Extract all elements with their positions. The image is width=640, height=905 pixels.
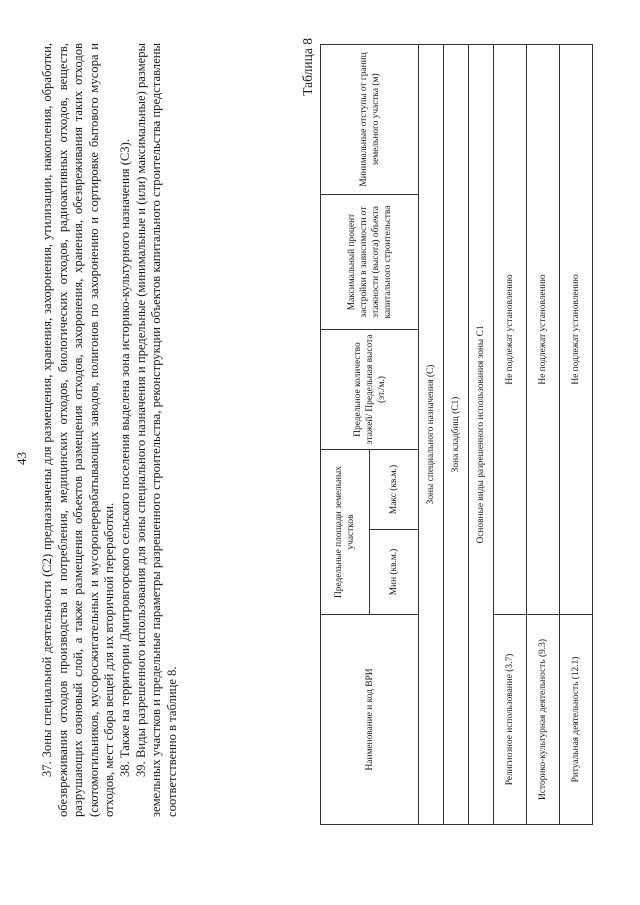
table-row <box>527 45 560 825</box>
header-name: Наименование и код ВРИ <box>321 615 419 825</box>
table-header-row <box>321 45 370 825</box>
table-caption: Таблица 8 <box>300 38 315 96</box>
header-area-group: Предельные площади земельных участков <box>321 450 370 615</box>
header-indent: Минимальные отступы от границ земельного участка (м) <box>321 45 419 195</box>
paragraph-39: 39. Виды разрешенного использования для зоны специального назначения и предельные (минимальные и (или) максимальные) размеры земельных участков и предельные параметры разрешенного строительства, реконструкции объектов капитального строительства представлены соответственно в таблице 8. <box>133 43 179 817</box>
header-floors: Предельное количество этажей/ Предельная высота (эт./м.) <box>321 330 419 450</box>
body-text <box>40 43 180 817</box>
row-value: Не подлежат установлению <box>494 45 527 615</box>
row-name: Религиозное использование (3.7) <box>494 615 527 825</box>
section-subzone-row <box>444 45 469 825</box>
section-zone: Зоны специального назначения (С) <box>419 45 444 825</box>
table-row <box>560 45 593 825</box>
row-name: Историко-культурная деятельность (9.3) <box>527 615 560 825</box>
row-value: Не подлежат установлению <box>527 45 560 615</box>
header-max: Макс (кв.м.) <box>370 450 419 530</box>
row-value: Не подлежат установлению <box>560 45 593 615</box>
section-kind: Основные виды разрешенного использования зоны С1 <box>469 45 494 825</box>
header-min: Мин (кв.м.) <box>370 530 419 615</box>
header-percent: Максимальный процент застройки в зависимости от этажности (высота) объекта капитального строительства <box>321 195 419 330</box>
paragraph-37: 37. Зоны специальной деятельности (С2) предназначены для размещения, хранения, захоронения, утилизации, накопления, обработки, обезвреживания отходов производства и потребления, медицинских отходов, биологических отходов, радиоактивных отходов, веществ, разрушающих озоновый слой, а также размещения объектов размещения отходов, захоронения, хранения, обезвреживания таких отходов (скотомогильников, мусоросжигательных и мусороперерабатывающих заводов, полигонов по захоронению и сортировке бытового мусора и отходов, мест сбора вещей для их вторичной переработки. <box>40 43 117 817</box>
page-number: 43 <box>14 452 29 465</box>
row-name: Ритуальная деятельность (12.1) <box>560 615 593 825</box>
section-subzone: Зона кладбищ (С1) <box>444 45 469 825</box>
table-row <box>494 45 527 825</box>
paragraph-38: 38. Также на территории Дмитровгорского сельского поселения выделена зона историко-культурного назначения (С3). <box>117 139 132 777</box>
section-kind-row <box>469 45 494 825</box>
zoning-table <box>320 44 593 825</box>
section-zone-row <box>419 45 444 825</box>
